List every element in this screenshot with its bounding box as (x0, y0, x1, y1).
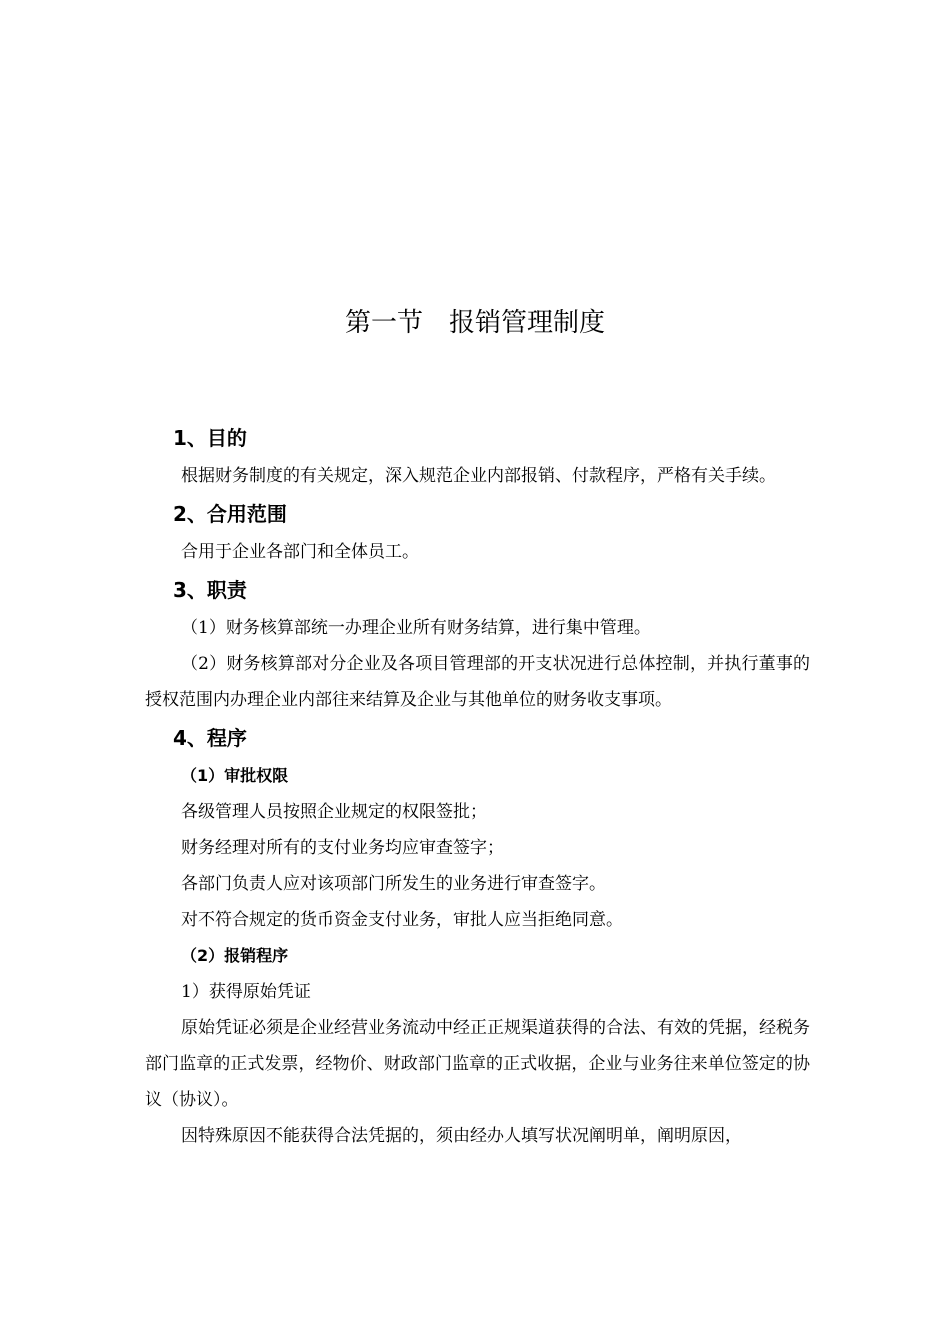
paragraph: 根据财务制度的有关规定，深入规范企业内部报销、付款程序，严格有关手续。 (181, 466, 776, 486)
section-heading-purpose: 1、目的 (173, 426, 247, 450)
paragraph: 各部门负责人应对该项部门所发生的业务进行审查签字。 (181, 874, 606, 894)
subsection-heading-reimbursement: （2）报销程序 (181, 946, 289, 965)
paragraph: 1）获得原始凭证 (181, 982, 311, 1002)
section-heading-procedure: 4、程序 (173, 726, 247, 750)
paragraph: （1）财务核算部统一办理企业所有财务结算，进行集中管理。 (181, 618, 651, 638)
paragraph: 原始凭证必须是企业经营业务流动中经正正规渠道获得的合法、有效的凭据，经税务部门监章的正式发票，经物价、财政部门监章的正式收据，企业与业务往来单位签定的协议（协议）。 (145, 1018, 810, 1110)
paragraph: 各级管理人员按照企业规定的权限签批； (181, 802, 487, 822)
section-heading-scope: 2、合用范围 (173, 502, 287, 526)
paragraph: （2）财务核算部对分企业及各项目管理部的开支状况进行总体控制，并执行董事的授权范围内办理企业内部往来结算及企业与其他单位的财务收支事项。 (145, 654, 810, 710)
section-heading-responsibility: 3、职责 (173, 578, 247, 602)
document-body (145, 418, 810, 1154)
page-title: 第一节 报销管理制度 (344, 308, 605, 338)
paragraph: 对不符合规定的货币资金支付业务，审批人应当拒绝同意。 (181, 910, 623, 930)
subsection-heading-approval: （1）审批权限 (181, 766, 289, 785)
paragraph: 合用于企业各部门和全体员工。 (181, 542, 419, 562)
paragraph: 因特殊原因不能获得合法凭据的，须由经办人填写状况阐明单，阐明原因， (181, 1126, 742, 1146)
paragraph: 财务经理对所有的支付业务均应审查签字； (181, 838, 504, 858)
